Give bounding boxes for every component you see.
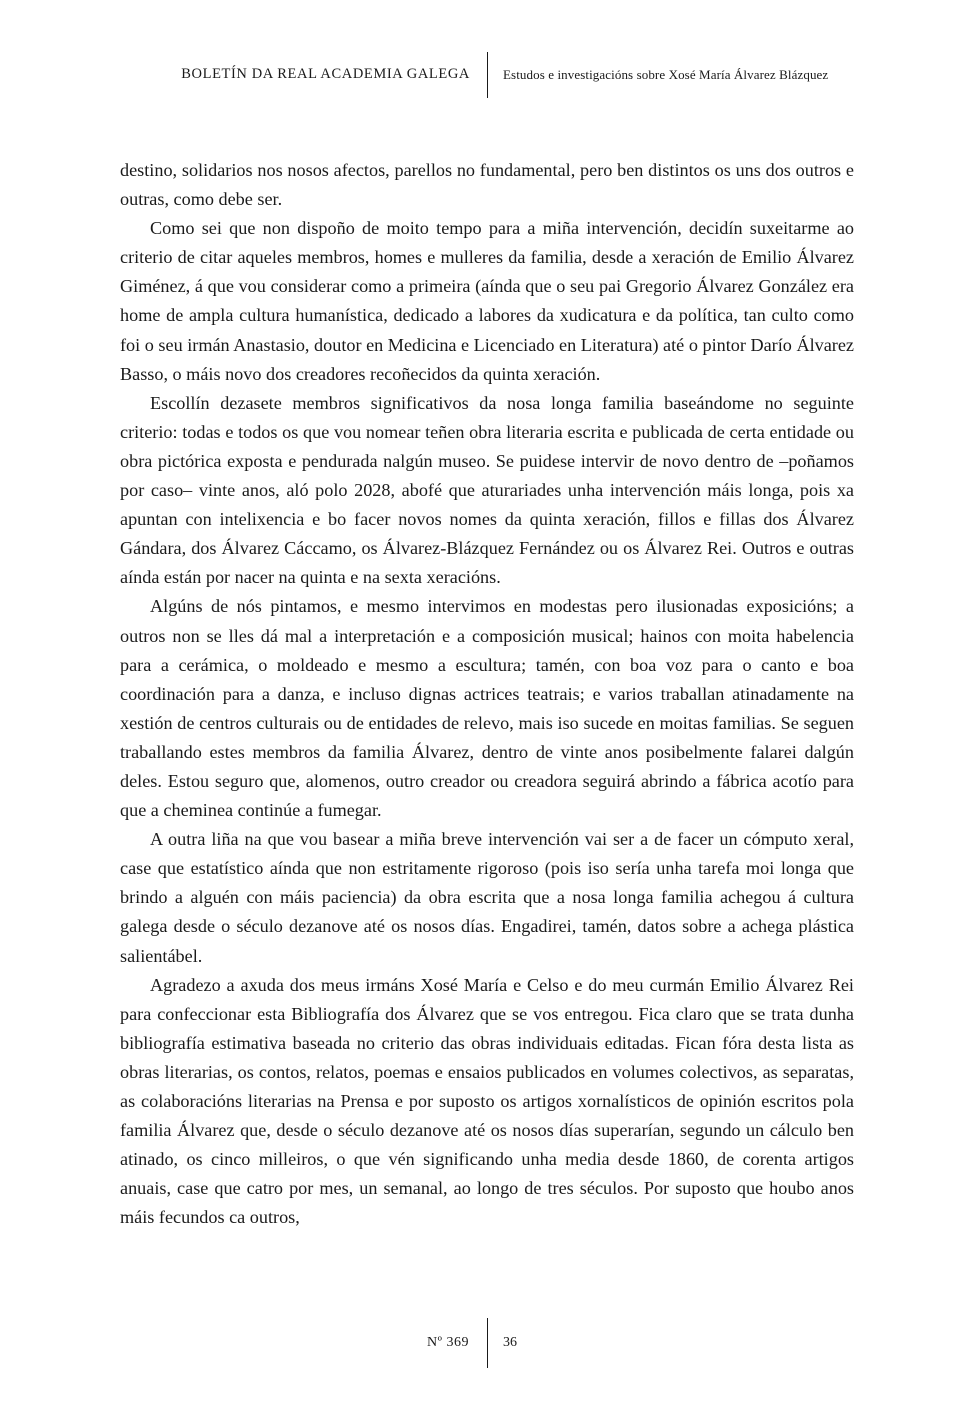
paragraph-6: Agradezo a axuda dos meus irmáns Xosé María e Celso e do meu curmán Emilio Álvarez Rei para confeccionar esta Bibliografía dos Álvarez que se vos entregou. Fica claro que se trata dunha bibliografía estimativa baseada no criterio das obras individuais editadas. Fican fóra desta lista as obras literarias, os contos, relatos, poemas e ensaios publicados en volumes colectivos, as separatas, as colaboracións literarias na Prensa e por suposto os artigos xornalísticos de opinión escritos pola familia Álvarez que, desde o século dezanove até os nosos días superarían, segundo un cálculo ben atinado, os cinco milleiros, o que vén significando unha media desde 1860, de corenta artigos anuais, case que catro por mes, un semanal, ao longo de tres séculos. Por suposto que houbo anos máis fecundos ca outros, xyxy=(120,974,854,1228)
header-divider xyxy=(487,52,488,98)
paragraph-4: Algúns de nós pintamos, e mesmo intervimos en modestas pero ilusionadas exposicións; a outros non se lles dá mal a interpretación e a composición musical; hainos con moita habelencia para a cerámica, o moldeado e mesmo a escultura; tamén, con boa voz para o canto e boa coordinación para a danza, e incluso dignas actrices teatrais; e varios traballan atinadamente na xestión de centros culturais ou de entidades de relevo, mais iso sucede en moitas familias. Se seguen traballando estes membros da familia Álvarez, dentro de vinte anos posibelmente falarei dalgún deles. Estou seguro que, alomenos, outro creador ou creadora seguirá abrindo a fábrica acotío para que a cheminea continúe a fumegar. xyxy=(120,596,854,821)
paragraph-5: A outra liña na que vou basear a miña breve intervención vai ser a de facer un cómputo xeral, case que estatístico aínda que non estritamente rigoroso (pois iso sería unha tarefa moi longa que brindo a alguén con máis paciencia) da obra escrita que a nosa longa familia achegou á cultura galega desde o século dezanove até os nosos días. Engadirei, tamén, datos sobre a achega plástica salientábel. xyxy=(120,829,854,966)
paragraph-1: destino, solidarios nos nosos afectos, parellos no fundamental, pero ben distintos os uns dos outros e outras, como debe ser. xyxy=(120,160,854,210)
journal-title: BOLETÍN DA REAL ACADEMIA GALEGA xyxy=(181,66,470,82)
page-number: 36 xyxy=(503,1335,517,1350)
article-body xyxy=(120,156,854,1232)
paragraph-2: Como sei que non dispoño de moito tempo para a miña intervención, decidín suxeitarme ao criterio de citar aqueles membros, homes e mulleres da familia, desde a xeración de Emilio Álvarez Giménez, á que vou considerar como a primeira (aínda que o seu pai Gregorio Álvarez González era home de ampla cultura humanística, dedicado a labores da xudicatura e da política, tan culto como foi o seu irmán Anastasio, doutor en Medicina e Licenciado en Literatura) até o pintor Darío Álvarez Basso, o máis novo dos creadores recoñecidos da quinta xeración. xyxy=(120,218,854,384)
page-footer xyxy=(0,1318,975,1370)
section-title: Estudos e investigacións sobre Xosé María Álvarez Blázquez xyxy=(503,67,829,82)
paragraph-3: Escollín dezasete membros significativos da nosa longa familia baseándome no seguinte criterio: todas e todos os que vou nomear teñen obra literaria escrita e publicada de certa entidade ou obra pictórica exposta e pendurada nalgún museo. Se puidese intervir de novo dentro de –poñamos por caso– vinte anos, aló polo 2028, abofé que aturariades unha intervención máis longa, pois xa apuntan con intelixencia e bo facer novos nomes da quinta xeración, fillos e fillas dos Álvarez Gándara, dos Álvarez Cáccamo, os Álvarez-Blázquez Fernández ou os Álvarez Rei. Outros e outras aínda están por nacer na quinta e na sexta xeracións. xyxy=(120,392,854,588)
footer-divider xyxy=(487,1318,488,1368)
issue-number: Nº 369 xyxy=(427,1335,469,1350)
running-header xyxy=(0,52,975,102)
